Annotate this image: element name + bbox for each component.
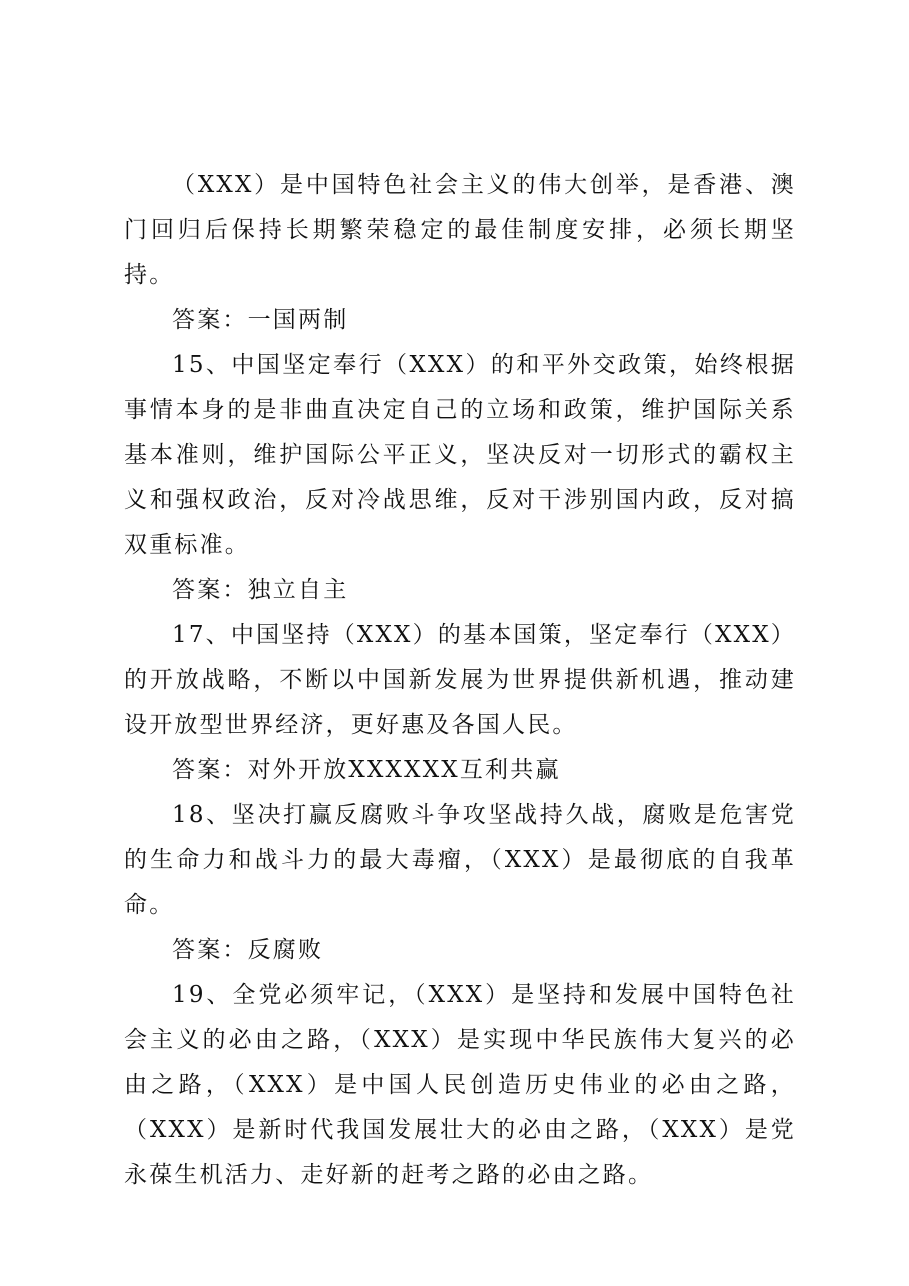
- question-paragraph-18: 18、坚决打赢反腐败斗争攻坚战持久战，腐败是危害党的生命力和战斗力的最大毒瘤，（XXX）是最彻底的自我革命。: [124, 802, 796, 918]
- answer-line-17: 答案：对外开放XXXXXX互利共赢: [172, 757, 561, 783]
- answer-line-1: 答案：一国两制: [172, 307, 349, 333]
- question-paragraph-19: 19、全党必须牢记，（XXX）是坚持和发展中国特色社会主义的必由之路，（XXX）是实现中华民族伟大复兴的必由之路，（XXX）是中国人民创造历史伟业的必由之路，（XXX）是新时代我国发展壮大的必由之路，（XXX）是党永葆生机活力、走好新的赶考之路的必由之路。: [124, 982, 796, 1188]
- question-paragraph-15: 15、中国坚定奉行（XXX）的和平外交政策，始终根据事情本身的是非曲直决定自己的立场和政策，维护国际关系基本准则，维护国际公平正义，坚决反对一切形式的霸权主义和强权政治，反对冷战思维，反对干涉别国内政，反对搞双重标准。: [124, 352, 796, 558]
- question-paragraph-1: （XXX）是中国特色社会主义的伟大创举，是香港、澳门回归后保持长期繁荣稳定的最佳制度安排，必须长期坚持。: [124, 172, 796, 288]
- answer-line-15: 答案：独立自主: [172, 577, 349, 603]
- document-body: [124, 163, 796, 1198]
- question-paragraph-17: 17、中国坚持（XXX）的基本国策，坚定奉行（XXX）的开放战略，不断以中国新发展为世界提供新机遇，推动建设开放型世界经济，更好惠及各国人民。: [124, 622, 796, 738]
- answer-line-18: 答案：反腐败: [172, 937, 324, 963]
